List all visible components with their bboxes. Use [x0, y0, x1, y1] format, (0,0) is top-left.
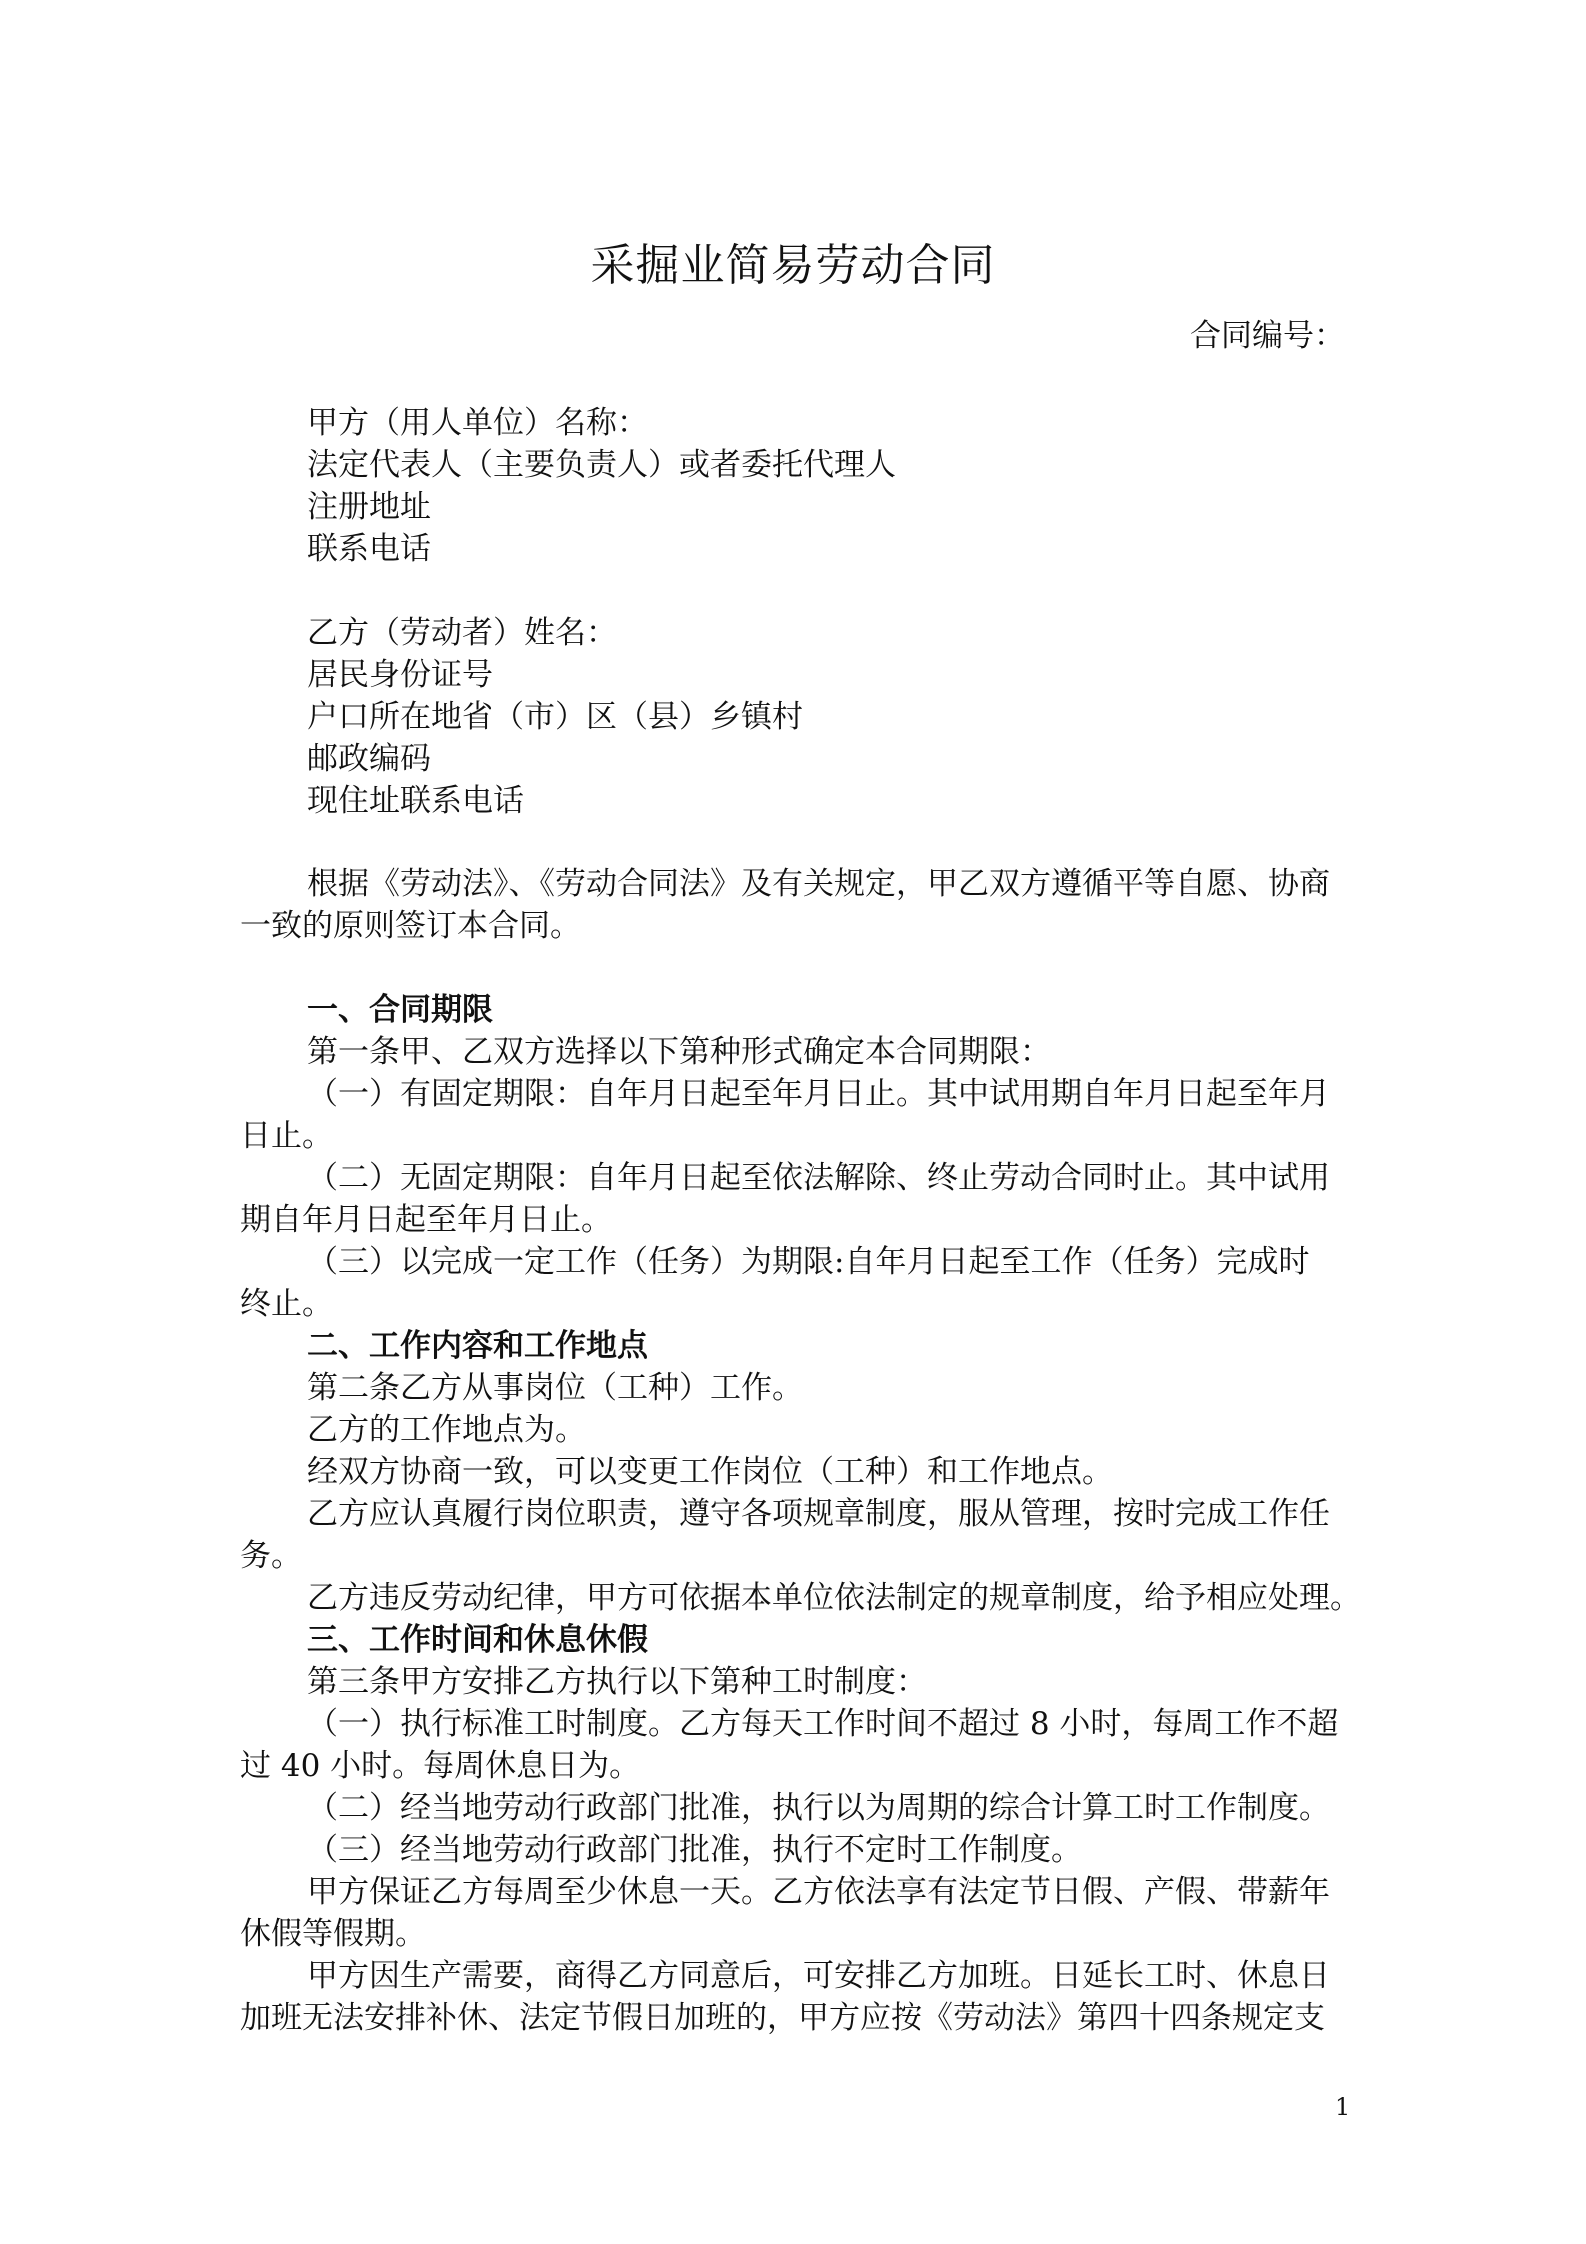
contract-number-label: 合同编号：: [1190, 318, 1345, 354]
intro-line-1: 根据《劳动法》、《劳动合同法》及有关规定，甲乙双方遵循平等自愿、协商: [307, 866, 1330, 902]
article-1-option-3-cont: 终止。: [240, 1286, 333, 1322]
overtime-cont: 加班无法安排补休、法定节假日加班的，甲方应按《劳动法》第四十四条规定支: [240, 2000, 1325, 2036]
work-duty: 乙方应认真履行岗位职责，遵守各项规章制度，服从管理，按时完成工作任: [307, 1496, 1330, 1532]
party-a-representative: 法定代表人（主要负责人）或者委托代理人: [307, 447, 896, 483]
article-1-option-2-cont: 期自年月日起至年月日止。: [240, 1202, 612, 1238]
work-change: 经双方协商一致，可以变更工作岗位（工种）和工作地点。: [307, 1454, 1113, 1490]
work-violation: 乙方违反劳动纪律，甲方可依据本单位依法制定的规章制度，给予相应处理。: [307, 1580, 1361, 1616]
section-3-heading: 三、工作时间和休息休假: [307, 1622, 648, 1658]
party-b-hukou: 户口所在地省（市）区（县）乡镇村: [307, 699, 803, 735]
party-b-current-address: 现住址联系电话: [307, 783, 524, 819]
document-title: 采掘业简易劳动合同: [590, 240, 996, 291]
article-3: 第三条甲方安排乙方执行以下第种工时制度：: [307, 1664, 927, 1700]
page-number: 1: [1335, 2093, 1351, 2121]
article-3-option-3: （三）经当地劳动行政部门批准，执行不定时工作制度。: [307, 1832, 1082, 1868]
article-1-option-1: （一）有固定期限：自年月日起至年月日止。其中试用期自年月日起至年月: [307, 1076, 1330, 1112]
party-a-name: 甲方（用人单位）名称：: [307, 405, 648, 441]
party-a-phone: 联系电话: [307, 531, 431, 567]
overtime: 甲方因生产需要，商得乙方同意后，可安排乙方加班。日延长工时、休息日: [307, 1958, 1330, 1994]
party-b-id-number: 居民身份证号: [307, 657, 493, 693]
section-1-heading: 一、合同期限: [307, 992, 493, 1028]
article-3-option-1-cont: 过 40 小时。每周休息日为。: [240, 1748, 641, 1784]
work-duty-cont: 务。: [240, 1538, 302, 1574]
article-1: 第一条甲、乙双方选择以下第种形式确定本合同期限：: [307, 1034, 1051, 1070]
party-a-address: 注册地址: [307, 489, 431, 525]
article-3-option-2: （二）经当地劳动行政部门批准，执行以为周期的综合计算工时工作制度。: [307, 1790, 1330, 1826]
party-b-postcode: 邮政编码: [307, 741, 431, 777]
article-3-option-1: （一）执行标准工时制度。乙方每天工作时间不超过 8 小时，每周工作不超: [307, 1706, 1339, 1742]
party-b-name: 乙方（劳动者）姓名：: [307, 615, 617, 651]
work-place: 乙方的工作地点为。: [307, 1412, 586, 1448]
rest-days: 甲方保证乙方每周至少休息一天。乙方依法享有法定节日假、产假、带薪年: [307, 1874, 1330, 1910]
article-1-option-1-cont: 日止。: [240, 1118, 333, 1154]
rest-days-cont: 休假等假期。: [240, 1916, 426, 1952]
intro-line-2: 一致的原则签订本合同。: [240, 908, 581, 944]
article-2: 第二条乙方从事岗位（工种）工作。: [307, 1370, 803, 1406]
section-2-heading: 二、工作内容和工作地点: [307, 1328, 648, 1364]
article-1-option-3: （三）以完成一定工作（任务）为期限:自年月日起至工作（任务）完成时: [307, 1244, 1310, 1280]
article-1-option-2: （二）无固定期限：自年月日起至依法解除、终止劳动合同时止。其中试用: [307, 1160, 1330, 1196]
